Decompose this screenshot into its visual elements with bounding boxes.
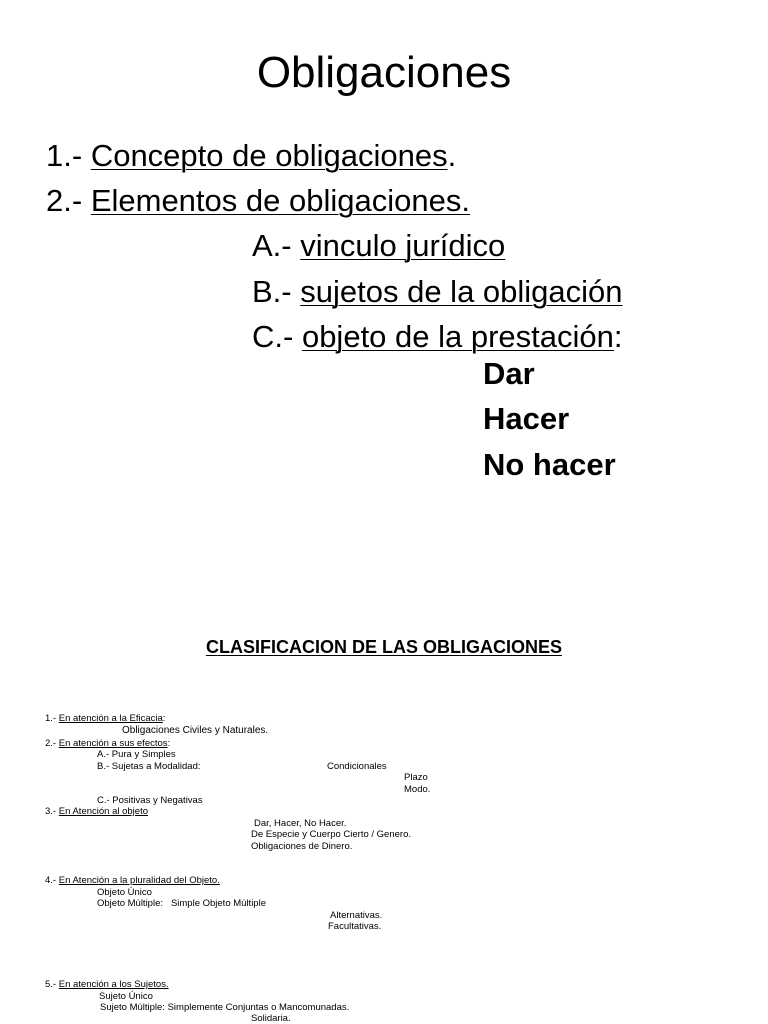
section-1-header [45, 713, 165, 724]
outline-sub-b [252, 274, 623, 310]
outline-item-2 [46, 183, 470, 219]
section-5-line-1: Sujeto Único [99, 991, 153, 1002]
sub-punct: : [613, 319, 623, 354]
item-punct: . [447, 138, 457, 173]
outline-sub-a [252, 228, 505, 264]
section-colon: : [162, 713, 166, 724]
classification-heading: CLASIFICACION DE LAS OBLIGACIONES [205, 637, 562, 657]
section-number: 3.- [45, 806, 57, 817]
section-number: 1.- [45, 713, 57, 724]
section-title: En Atención a la pluralidad del Objeto. [58, 875, 220, 886]
section-2-a: A.- Pura y Simples [97, 749, 176, 760]
section-1-line: Obligaciones Civiles y Naturales. [122, 725, 269, 736]
section-2-condicionales: Condicionales [327, 761, 387, 772]
section-2-b: B.- Sujetas a Modalidad: [97, 761, 201, 772]
section-2-header [45, 738, 170, 749]
section-3-line-3: Obligaciones de Dinero. [251, 841, 353, 852]
sub-number: C.- [252, 319, 294, 354]
item-link-elementos: Elementos de obligaciones. [90, 183, 470, 218]
object-dar: Dar [483, 356, 535, 391]
sub-link-vinculo: vinculo jurídico [300, 228, 506, 263]
section-title: En atención a sus efectos [58, 738, 168, 749]
section-4-line-2 [97, 898, 266, 909]
section-4-line-1: Objeto Único [97, 887, 152, 898]
section-title: En atención a los Sujetos. [58, 979, 169, 990]
sub-number: A.- [252, 228, 292, 263]
section-title: En atención a la Eficacia [58, 713, 163, 724]
section-4-header [45, 875, 220, 886]
section-4-line-4: Facultativas. [328, 921, 382, 932]
section-number: 2.- [45, 738, 57, 749]
section-5-header [45, 979, 169, 990]
section-title: En Atención al objeto [58, 806, 148, 817]
object-hacer: Hacer [483, 401, 570, 436]
section-2-c: C.- Positivas y Negativas [97, 795, 203, 806]
section-5-line-3: Solidaria. [251, 1013, 291, 1024]
section-2-plazo: Plazo [404, 772, 428, 783]
page-title: Obligaciones [256, 48, 512, 97]
section-4-multiple-value: Simple Objeto Múltiple [170, 898, 266, 909]
item-number: 1.- [46, 138, 83, 173]
section-4-line-3: Alternativas. [330, 910, 383, 921]
sub-link-sujetos: sujetos de la obligación [300, 274, 623, 309]
section-3-header [45, 806, 148, 817]
section-colon: : [167, 738, 171, 749]
item-number: 2.- [46, 183, 83, 218]
section-3-line-2: De Especie y Cuerpo Cierto / Genero. [251, 829, 411, 840]
sub-number: B.- [252, 274, 292, 309]
section-5-line-2: Sujeto Múltiple: Simplemente Conjuntas o Mancomunadas. [100, 1002, 350, 1013]
section-4-multiple-label: Objeto Múltiple: [97, 898, 164, 909]
item-link-concepto: Concepto de obligaciones [90, 138, 448, 173]
outline-item-1 [46, 138, 456, 174]
section-2-modo: Modo. [404, 784, 431, 795]
section-number: 5.- [45, 979, 57, 990]
section-3-line-1: Dar, Hacer, No Hacer. [254, 818, 347, 829]
object-no-hacer: No hacer [483, 447, 616, 482]
section-number: 4.- [45, 875, 57, 886]
outline-sub-c [252, 319, 623, 355]
sub-link-objeto: objeto de la prestación [301, 319, 614, 354]
